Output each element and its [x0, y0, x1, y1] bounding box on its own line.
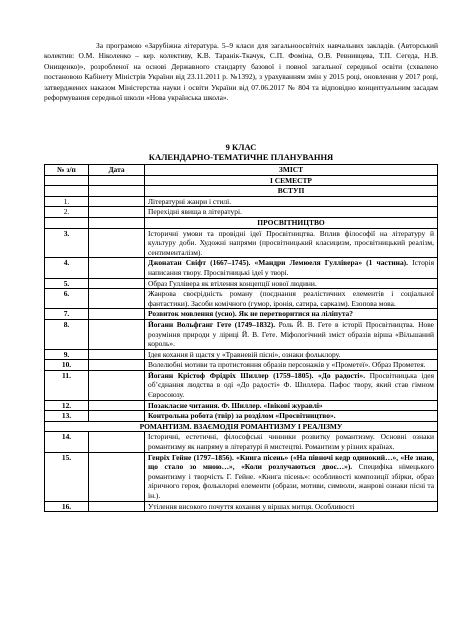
col-content-header: ЗМІСТ	[145, 165, 438, 176]
row-num: 2.	[45, 207, 89, 218]
row-num: 6.	[45, 289, 89, 309]
row-date	[89, 400, 145, 411]
row-content: Образ Гуллівера як втілення концепції нової людини.	[145, 278, 438, 289]
row-content: Перехідні явища в літературі.	[145, 207, 438, 218]
row-num: 8.	[45, 319, 89, 349]
table-row	[45, 196, 438, 207]
col-num-header: № з/п	[45, 165, 89, 176]
row-num: 1.	[45, 196, 89, 207]
row-bold-text: Розвиток мовлення (усно). Як не перетворитися на ліліпута?	[148, 309, 353, 319]
plan-title: КАЛЕНДАРНО-ТЕМАТИЧНЕ ПЛАНУВАННЯ	[148, 152, 334, 162]
row-content: Літературні жанри і стилі.	[145, 196, 438, 207]
row-date	[89, 432, 145, 452]
row-date	[89, 289, 145, 309]
row-content	[145, 258, 438, 278]
table-row	[45, 289, 438, 309]
row-content: Утілення високого почуття кохання у віршах митця. Особливості	[145, 501, 438, 512]
row-date	[89, 258, 145, 278]
table-row	[45, 411, 438, 422]
table-row	[45, 258, 438, 278]
row-date	[89, 501, 145, 512]
row-content: Волелюбні мотиви та протистояння образів персонажів у «Прометеї». Образ Прометея.	[145, 360, 438, 371]
table-row	[45, 432, 438, 452]
row-num: 10.	[45, 360, 89, 371]
row-num: 14.	[45, 432, 89, 452]
row-content	[145, 309, 438, 320]
row-num: 4.	[45, 258, 89, 278]
section-enlightenment: ПРОСВІТНИЦТВО	[145, 217, 438, 228]
row-text: Специфіка німецького романтизму і творчість Г. Гейне. «Книга пісень»: особливості композиції збірки, образ ліричного героя, фольклорні елементи (образи, мотиви, символи, жанрові ознаки пісні та ін.).	[148, 462, 434, 500]
table-row	[45, 319, 438, 349]
row-content: Історичні умови та провідні ідеї Просвітництва. Вплив філософії на літературу й культуру доби. Художні напрями (просвітницький класицизм, просвітницький реалізм, сентименталізм).	[145, 228, 438, 258]
row-bold-text: Джонатан Свіфт (1667–1745). «Мандри Лемюеля Гуллівера» (1 частина).	[148, 258, 409, 268]
row-num: 12.	[45, 400, 89, 411]
plan-table	[44, 164, 438, 512]
table-row	[45, 501, 438, 512]
row-num: 11.	[45, 370, 89, 400]
grade-title: 9 КЛАС	[225, 142, 257, 152]
section-romanticism: РОМАНТИЗМ. ВЗАЄМОДІЯ РОМАНТИЗМУ І РЕАЛІЗМУ	[45, 421, 438, 432]
row-bold-text: Генріх Гейне (1797–1856). «Книга пісень» («На півночі кедр одинокий…», «Не знаю, що стало зо мною…», «Коли розлучаються двоє…»).	[148, 452, 434, 472]
section-row	[45, 186, 438, 197]
semester-row	[45, 175, 438, 186]
section-row	[45, 217, 438, 228]
table-row	[45, 400, 438, 411]
row-num: 5.	[45, 278, 89, 289]
row-num: 7.	[45, 309, 89, 320]
row-date	[89, 319, 145, 349]
row-date	[89, 228, 145, 258]
row-num: 13.	[45, 411, 89, 422]
row-date	[89, 360, 145, 371]
row-bold-text: Контрольна робота (твір) за розділом «Просвітництво».	[148, 411, 336, 421]
row-date	[89, 452, 145, 501]
table-header-row	[45, 165, 438, 176]
row-date	[89, 196, 145, 207]
table-row	[45, 452, 438, 501]
table-row	[45, 349, 438, 360]
row-date	[89, 207, 145, 218]
section-intro: ВСТУП	[145, 186, 438, 197]
row-date	[89, 370, 145, 400]
row-text: Історія написання твору. Просвітницькі ідеї у творі.	[148, 258, 435, 277]
col-date-header: Дата	[89, 165, 145, 176]
row-date	[89, 309, 145, 320]
row-date	[89, 411, 145, 422]
row-text: Роль Й. В. Гете в історії Просвітництва. Нове розуміння природи у ліриці Й. В. Гете. Міфологічний зміст образів вірша «Вільшаний король».	[148, 319, 434, 349]
table-row	[45, 309, 438, 320]
row-content: Жанрова своєрідність роману (поєднання реалістичних елементів і соціальної фантастики). Засоби комічного (гумор, іронія, сатира, сарказм). Езопова мова.	[145, 289, 438, 309]
row-bold-text: Позакласне читання. Ф. Шиллер. «Івікові журавлі»	[148, 400, 323, 410]
row-content: Ідея кохання й щастя у «Травневій пісні», ознаки фольклору.	[145, 349, 438, 360]
row-content	[145, 370, 438, 400]
table-row	[45, 370, 438, 400]
row-bold-text: Йоганн Крістоф Фрідріх Шиллер (1759–1805). «До радості».	[148, 370, 366, 380]
row-num: 9.	[45, 349, 89, 360]
table-row	[45, 207, 438, 218]
table-row	[45, 278, 438, 289]
table-row	[45, 360, 438, 371]
semester-title: І СЕМЕСТР	[145, 175, 438, 186]
intro-paragraph	[44, 41, 438, 103]
row-num: 16.	[45, 501, 89, 512]
section-row	[45, 421, 438, 432]
row-content	[145, 319, 438, 349]
row-content	[145, 411, 438, 422]
row-date	[89, 278, 145, 289]
row-content	[145, 452, 438, 501]
row-num: 15.	[45, 452, 89, 501]
intro-text: За програмою «Зарубіжна література. 5–9 класи для загальноосвітніх навчальних закладів. (Авторський колектив: О.М. Ніколенко – кер. колективу, К.В. Таранік-Ткачук, С.П. Фоміна, О.В. Ревнивцева, Т.П. Сегеда, Н.В. Онищенко)», розробленої на основі Державного стандарту базової і повної загальної середньої освіти (схвалено постановою Кабінету Міністрів України від 23.11.2011 р. №1392), з урахуванням змін у 2015 році, оновлення у 2017 році, затверджених наказом Міністерства науки і освіти України від 07.06.2017 № 804 та відповідно концептуальним засадам реформування середньої школи «Нова українська школа».	[44, 41, 438, 103]
row-text: Просвітницька ідея об’єднання людства в оді «До радості» Ф. Шиллера. Пафос твору, який став гімном Євросоюзу.	[148, 370, 434, 400]
row-date	[89, 349, 145, 360]
row-num: 3.	[45, 228, 89, 258]
row-content: Історичні, естетичні, філософські чинники розвитку романтизму. Основні ознаки романтизму як напряму в літературі й мистецтві. Романтизм у різних країнах.	[145, 432, 438, 452]
row-bold-text: Йоганн Вольфганг Гете (1749–1832).	[148, 319, 276, 329]
table-row	[45, 228, 438, 258]
row-content	[145, 400, 438, 411]
